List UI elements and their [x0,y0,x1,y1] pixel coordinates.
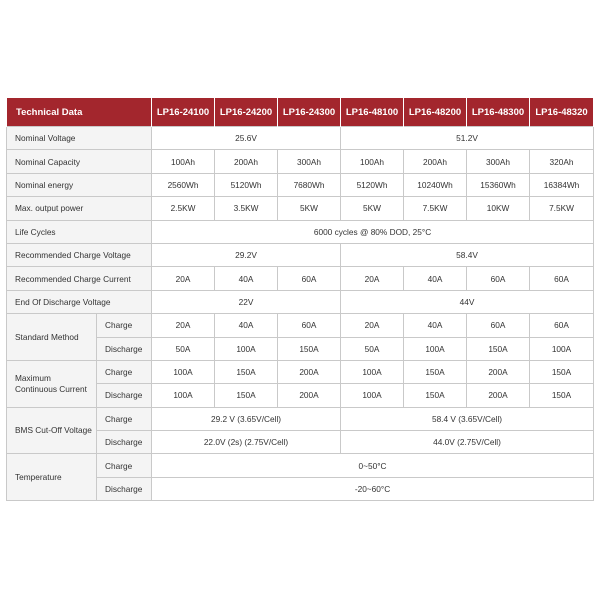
table-row [7,314,594,337]
cell-value: 150A [215,384,278,407]
header-model: LP16-48300 [467,98,530,127]
row-label: Nominal energy [7,173,152,196]
table-row [7,267,594,290]
header-model: LP16-48320 [530,98,594,127]
cell-value: 150A [467,337,530,360]
cell-value: 150A [215,360,278,383]
sub-label: Discharge [97,337,152,360]
cell-value: 22.0V (2s) (2.75V/Cell) [152,431,341,454]
sub-label: Discharge [97,477,152,500]
cell-value: 7.5KW [530,197,594,220]
row-label: Life Cycles [7,220,152,243]
header-model: LP16-24300 [278,98,341,127]
technical-data-table [6,98,594,501]
cell-value: 40A [215,267,278,290]
cell-value: 60A [467,267,530,290]
cell-value: 50A [341,337,404,360]
cell-value: 300Ah [278,150,341,173]
row-label: End Of Discharge Voltage [7,290,152,313]
sub-label: Charge [97,360,152,383]
group-label: BMS Cut-Off Voltage [7,407,97,454]
header-technical-data: Technical Data [7,98,152,127]
sub-label: Charge [97,314,152,337]
sub-label: Discharge [97,431,152,454]
cell-value: 2.5KW [152,197,215,220]
cell-value: 200A [467,360,530,383]
table-row [7,360,594,383]
cell-value: 22V [152,290,341,313]
cell-value: 44.0V (2.75V/Cell) [341,431,594,454]
cell-value: 320Ah [530,150,594,173]
cell-value: 5KW [278,197,341,220]
cell-value: 100A [215,337,278,360]
cell-value: 100Ah [341,150,404,173]
table-row [7,290,594,313]
cell-value: 60A [278,314,341,337]
sub-label: Charge [97,407,152,430]
cell-value: 20A [152,314,215,337]
cell-value: 5120Wh [215,173,278,196]
cell-value: 10240Wh [404,173,467,196]
cell-value: 100A [530,337,594,360]
cell-value: 58.4V [341,243,594,266]
table-row [7,127,594,150]
cell-value: 100A [341,360,404,383]
cell-value: 15360Wh [467,173,530,196]
cell-value: 150A [404,384,467,407]
cell-value: 100A [152,384,215,407]
table-row [7,454,594,477]
sub-label: Charge [97,454,152,477]
row-label: Recommended Charge Current [7,267,152,290]
group-label: Standard Method [7,314,97,361]
cell-value: 200A [467,384,530,407]
cell-value: 7.5KW [404,197,467,220]
header-model: LP16-24200 [215,98,278,127]
cell-value: 3.5KW [215,197,278,220]
table-row [7,197,594,220]
cell-value: 20A [341,267,404,290]
header-model: LP16-48100 [341,98,404,127]
cell-value: 44V [341,290,594,313]
cell-value: 50A [152,337,215,360]
group-label: Temperature [7,454,97,501]
cell-value: 51.2V [341,127,594,150]
cell-value: 29.2V [152,243,341,266]
cell-value: 6000 cycles @ 80% DOD, 25°C [152,220,594,243]
cell-value: 60A [467,314,530,337]
group-label: Maximum Continuous Current [7,360,97,407]
cell-value: 0~50°C [152,454,594,477]
cell-value: 60A [278,267,341,290]
cell-value: 40A [404,267,467,290]
cell-value: 150A [530,360,594,383]
cell-value: 100A [152,360,215,383]
cell-value: 100A [404,337,467,360]
cell-value: 200Ah [215,150,278,173]
row-label: Nominal Capacity [7,150,152,173]
sub-label: Discharge [97,384,152,407]
cell-value: 200A [278,384,341,407]
table-header-row [7,98,594,127]
table-row [7,150,594,173]
cell-value: 40A [215,314,278,337]
header-model: LP16-48200 [404,98,467,127]
cell-value: 29.2 V (3.65V/Cell) [152,407,341,430]
cell-value: 16384Wh [530,173,594,196]
cell-value: 200Ah [404,150,467,173]
cell-value: 58.4 V (3.65V/Cell) [341,407,594,430]
table-row [7,407,594,430]
cell-value: 20A [341,314,404,337]
cell-value: 2560Wh [152,173,215,196]
header-model: LP16-24100 [152,98,215,127]
cell-value: 150A [404,360,467,383]
cell-value: -20~60°C [152,477,594,500]
cell-value: 100A [341,384,404,407]
cell-value: 60A [530,267,594,290]
cell-value: 200A [278,360,341,383]
cell-value: 40A [404,314,467,337]
cell-value: 20A [152,267,215,290]
cell-value: 150A [278,337,341,360]
cell-value: 100Ah [152,150,215,173]
row-label: Recommended Charge Voltage [7,243,152,266]
row-label: Nominal Voltage [7,127,152,150]
cell-value: 60A [530,314,594,337]
table-row [7,220,594,243]
cell-value: 5KW [341,197,404,220]
row-label: Max. output power [7,197,152,220]
cell-value: 25.6V [152,127,341,150]
cell-value: 5120Wh [341,173,404,196]
cell-value: 300Ah [467,150,530,173]
cell-value: 7680Wh [278,173,341,196]
table-row [7,173,594,196]
table-row [7,243,594,266]
cell-value: 150A [530,384,594,407]
cell-value: 10KW [467,197,530,220]
